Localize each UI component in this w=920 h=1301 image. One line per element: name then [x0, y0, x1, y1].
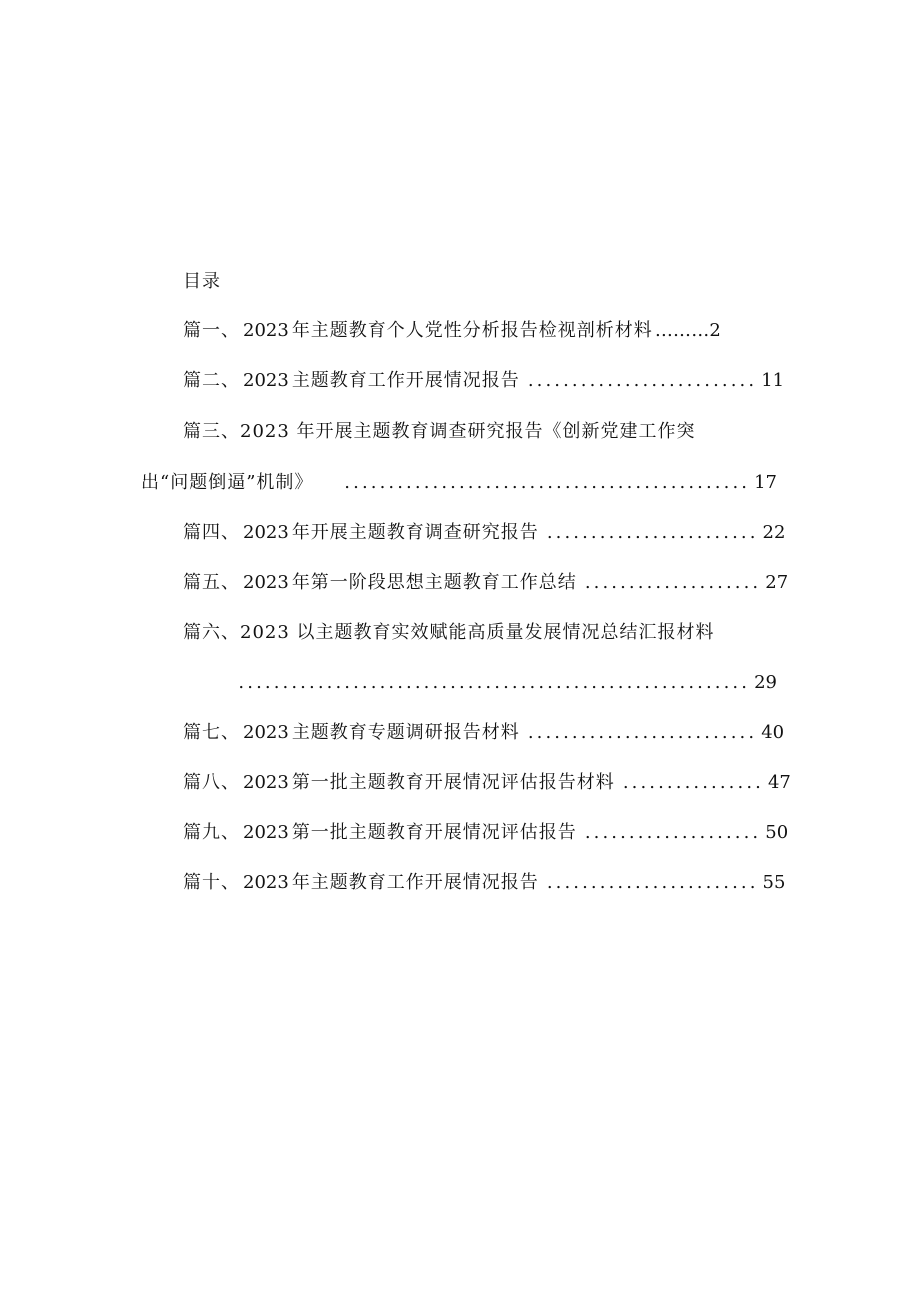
toc-entry-6[interactable] — [141, 670, 777, 696]
toc-entry-10[interactable] — [183, 870, 786, 896]
toc-leader: .............................................. — [344, 472, 751, 493]
toc-page-number: 27 — [765, 572, 789, 593]
toc-entry-9[interactable] — [183, 820, 789, 846]
toc-entry-label: 篇八、 2023 第一批主题教育开展情况评估报告材料 — [183, 772, 615, 793]
toc-leader: ................ — [622, 772, 764, 793]
toc-entry-label: 篇十、 2023 年主题教育工作开展情况报告 — [183, 872, 539, 893]
toc-entry-2[interactable] — [183, 368, 785, 394]
toc-title: 目录 — [183, 271, 221, 292]
toc-entry-5[interactable] — [183, 570, 789, 596]
toc-entry-label: 篇二、 2023 主题教育工作开展情况报告 — [183, 370, 520, 391]
toc-entry-label: 篇四、 2023 年开展主题教育调查研究报告 — [183, 522, 539, 543]
toc-page-number: 55 — [762, 872, 786, 893]
toc-leader: .......................................................... — [238, 672, 751, 693]
toc-leader: .................... — [584, 822, 762, 843]
toc-entry-3-first-line[interactable]: 篇三、2023 年开展主题教育调查研究报告《创新党建工作突 — [183, 421, 696, 442]
toc-leader: .......................... — [527, 722, 758, 743]
toc-entry-label: 出“问题倒逼”机制》 — [141, 472, 314, 493]
toc-entry-label: 篇九、 2023 第一批主题教育开展情况评估报告 — [183, 822, 577, 843]
toc-page-number: 29 — [754, 672, 777, 693]
toc-leader: .................... — [584, 572, 762, 593]
toc-leader: .......................... — [527, 370, 758, 391]
toc-leader: ........................ — [546, 872, 759, 893]
toc-page-number: 47 — [767, 772, 791, 793]
toc-entry-8[interactable] — [183, 770, 791, 796]
toc-page-number: 17 — [754, 472, 777, 493]
toc-leader: ……… — [654, 320, 710, 341]
toc-leader: ........................ — [546, 522, 759, 543]
toc-entry-3[interactable] — [141, 470, 777, 496]
toc-page-number: 40 — [761, 722, 785, 743]
toc-entry-label: 篇一、 2023 年主题教育个人党性分析报告检视剖析材料 — [183, 320, 653, 341]
toc-page-number: 22 — [762, 522, 786, 543]
toc-entry-4[interactable] — [183, 520, 786, 546]
toc-page-number: 50 — [765, 822, 789, 843]
toc-entry-6-first-line[interactable]: 篇六、2023 以主题教育实效赋能高质量发展情况总结汇报材料 — [183, 622, 715, 643]
toc-entry-1[interactable] — [183, 318, 721, 344]
toc-entry-label: 篇五、 2023 年第一阶段思想主题教育工作总结 — [183, 572, 577, 593]
toc-page-number: 2 — [709, 320, 721, 341]
toc-entry-label: 篇七、 2023 主题教育专题调研报告材料 — [183, 722, 520, 743]
toc-entry-7[interactable] — [183, 720, 785, 746]
toc-page-number: 11 — [761, 370, 785, 391]
